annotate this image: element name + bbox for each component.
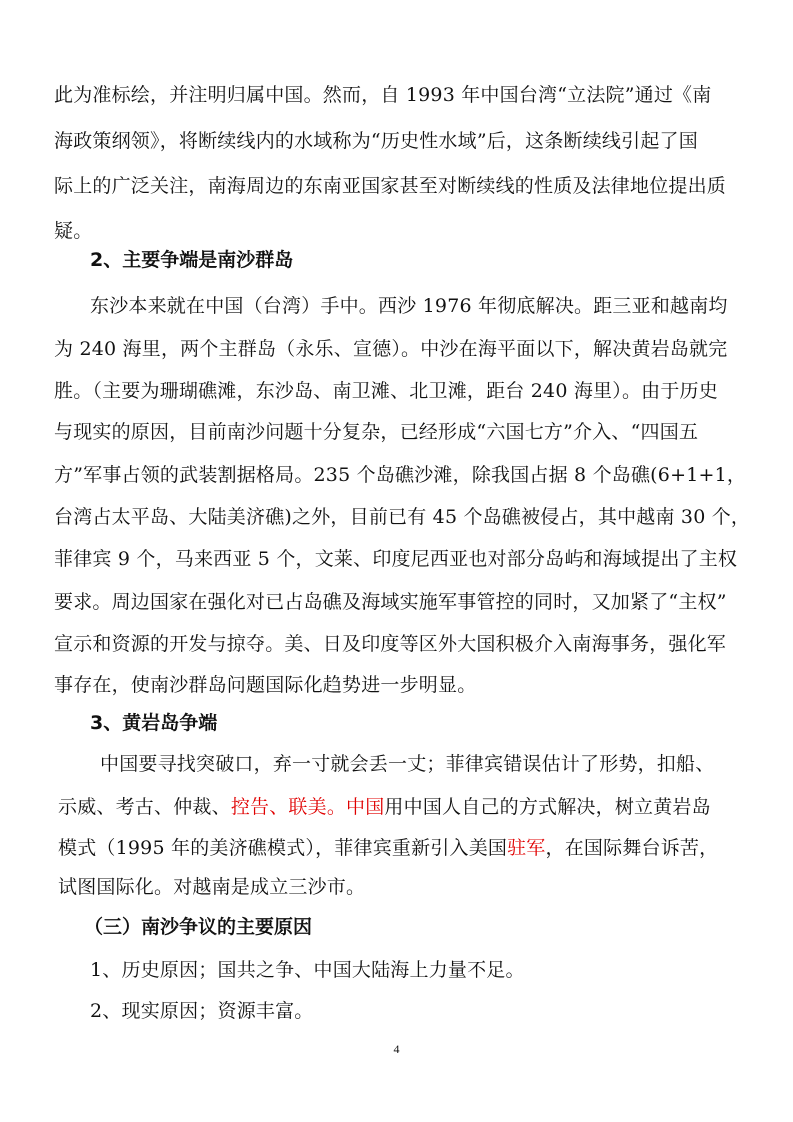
paragraph-line: 试图国际化。对越南是成立三沙市。 [58,876,366,898]
text-run: 示威、考古、仲裁、 [58,796,231,818]
text-run: 用中国人自己的方式解决，树立黄岩岛 [384,796,711,818]
paragraph-line [58,794,758,820]
paragraph-line: 要求。周边国家在强化对已占岛礁及海域实施军事管控的同时，又加紧了“主权” [54,591,727,613]
text-run: 模式（1995 年的美济礁模式），菲律宾重新引入美国 [58,837,508,859]
highlighted-text: 驻军 [507,837,546,859]
paragraph-line: 台湾占太平岛、大陆美济礁)之外，目前已有 45 个岛礁被侵占，其中越南 30 个， [54,506,751,528]
section-heading-3-reasons: （三）南沙争议的主要原因 [84,916,313,938]
page-number: 4 [393,1042,400,1056]
paragraph-line: 中国要寻找突破口，弃一寸就会丢一丈；菲律宾错误估计了形势，扣船、 [100,753,715,775]
paragraph-line: 宣示和资源的开发与掠夺。美、日及印度等区外大国积极介入南海事务，强化军 [54,633,727,655]
section-heading-2: 2、主要争端是南沙群岛 [90,249,294,271]
paragraph-line: 菲律宾 9 个，马来西亚 5 个，文莱、印度尼西亚也对部分岛屿和海域提出了主权 [54,548,738,570]
paragraph-line: 胜。（主要为珊瑚礁滩，东沙岛、南卫滩、北卫滩，距台 240 海里）。由于历史 [54,380,718,402]
list-item: 1、历史原因；国共之争、中国大陆海上力量不足。 [90,959,525,981]
list-item: 2、现实原因；资源丰富。 [90,1000,314,1022]
paragraph-line: 疑。 [54,220,93,242]
paragraph-line: 东沙本来就在中国（台湾）手中。西沙 1976 年彻底解决。距三亚和越南均 [90,295,728,317]
paragraph-line [58,835,758,861]
paragraph-line: 事存在，使南沙群岛问题国际化趋势进一步明显。 [54,674,477,696]
paragraph-line: 与现实的原因，目前南沙问题十分复杂，已经形成“六国七方”介入、“四国五 [54,421,699,443]
section-heading-3: 3、黄岩岛争端 [90,712,218,734]
text-run: ，在国际舞台诉苦， [545,837,719,859]
paragraph-line: 为 240 海里，两个主群岛（永乐、宣德）。中沙在海平面以下，解决黄岩岛就完 [54,338,728,360]
paragraph-line: 此为准标绘，并注明归属中国。然而，自 1993 年中国台湾“立法院”通过《南 [54,84,712,106]
highlighted-text: 控告、联美。中国 [230,796,385,818]
paragraph-line: 际上的广泛关注，南海周边的东南亚国家甚至对断续线的性质及法律地位提出质 [54,175,727,197]
paragraph-line: 方”军事占领的武装割据格局。235 个岛礁沙滩，除我国占据 8 个岛礁(6+1+1， [54,464,747,486]
paragraph-line: 海政策纲领》，将断续线内的水域称为“历史性水域”后，这条断续线引起了国 [54,130,698,152]
